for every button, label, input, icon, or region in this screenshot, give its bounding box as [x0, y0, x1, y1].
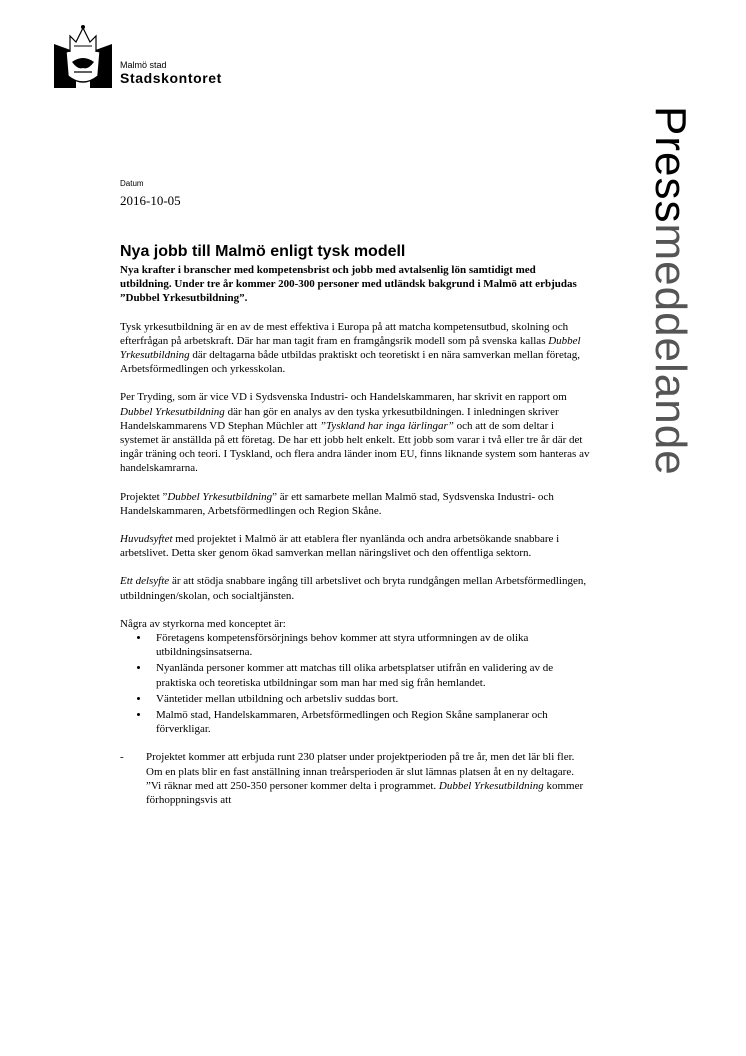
- list-item: • Företagens kompetensförsörjnings behov kommer att styra utformningen av de olika utbildningsinsatserna.: [150, 631, 590, 659]
- paragraph-1: Tysk yrkesutbildning är en av de mest effektiva i Europa på att matcha kompetensutbud, skolning och efterfrågan på arbetskraft. Där har man tagit fram en framgångsrik modell som på svenska kallas Dubbel Yrkesutbildning där deltagarna både utbildas praktiskt och teoretiskt i en nära samverkan mellan företag, Arbetsförmedlingen och yrkesskolan.: [120, 320, 581, 376]
- vertical-word-press: Press: [646, 106, 695, 224]
- paragraph-2: Per Tryding, som är vice VD i Sydsvenska Industri- och Handelskammaren, har skrivit en rapport om Dubbel Yrkesutbildning där han gör en analys av den tyska yrkesutbildningen. I inledningen skriver Handelskammarens VD Stephan Müchler att ”Tyskland har inga lärlingar” och att de som deltar i systemet är anställda på ett företag. De har ett jobb helt enkelt. Ett jobb som varar i två eller tre år där det ingår träning och teori. I Tyskland, och flera andra länder inom EU, finns liknande system som hanteras av handelskamrarna.: [120, 391, 590, 475]
- date-label: Datum: [120, 179, 144, 188]
- list-item: • Nyanlända personer kommer att matchas till olika arbetsplatser utifrån en validering av de praktiska och teoretiska utbildningar som man har med sig från hemlandet.: [150, 661, 590, 689]
- list-item: • Väntetider mellan utbildning och arbetsliv suddas bort.: [150, 692, 590, 706]
- pressmeddelande-vertical-title: [646, 106, 695, 476]
- dash-paragraph: - Projektet kommer att erbjuda runt 230 platser under projektperioden på tre år, men det lär bli fler. Om en plats blir en fast anställning innan treårsperioden är slut lämnas platsen åt en ny deltagare. ”Vi räknar med att 250-350 personer kommer delta i programmet. Dubbel Yrkesutbildning kommer förhoppningsvis att: [120, 751, 584, 807]
- article-lead: Nya krafter i branscher med kompetensbrist och jobb med avtalsenlig lön samtidigt med utbildning. Under tre år kommer 200-300 personer med utländsk bakgrund i Malmö att erbjudas ”Dubbel Yrkesutbildning”.: [120, 264, 577, 305]
- malmo-stad-logo: [52, 22, 114, 90]
- org-name: Malmö stad: [120, 60, 167, 70]
- paragraph-3: Projektet ”Dubbel Yrkesutbildning” är ett samarbete mellan Malmö stad, Sydsvenska Industri- och Handelskammaren, Arbetsförmedlingen och Region Skåne.: [120, 490, 554, 517]
- list-intro: Några av styrkorna med konceptet är:: [120, 617, 286, 630]
- article-title: Nya jobb till Malmö enligt tysk modell: [120, 243, 406, 260]
- dash-marker: -: [120, 751, 124, 764]
- paragraph-4: Huvudsyftet med projektet i Malmö är att etablera fler nyanlända och andra arbetsökande snabbare i arbetslivet. Detta sker genom ökad samverkan mellan näringslivet och den offentliga sektorn.: [120, 533, 560, 560]
- paragraph-5: Ett delsyfte är att stödja snabbare ingång till arbetslivet och bryta rundgången mellan Arbetsförmedlingen, utbildningen/skolan, och socialtjänsten.: [120, 575, 587, 602]
- strengths-list: [120, 631, 590, 736]
- date-value: 2016-10-05: [120, 193, 181, 208]
- vertical-word-meddelande: meddelande: [646, 223, 695, 476]
- department-name: Stadskontoret: [120, 70, 222, 86]
- list-item: • Malmö stad, Handelskammaren, Arbetsförmedlingen och Region Skåne samplanerar och förverkligar.: [150, 708, 590, 736]
- article-body: [120, 243, 590, 807]
